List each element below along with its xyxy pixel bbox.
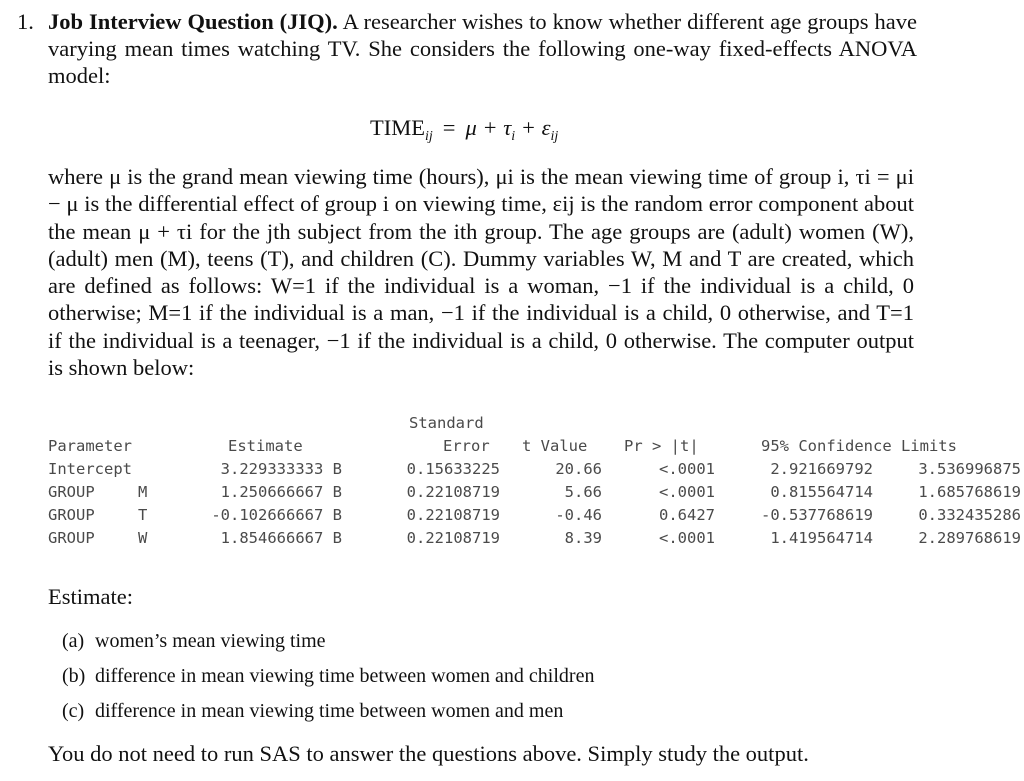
- equation-lhs-subscript: ij: [425, 129, 433, 144]
- model-description: [48, 163, 914, 381]
- part-label: (b): [62, 665, 86, 687]
- model-description-text: where μ is the grand mean viewing time (hours), μi is the mean viewing time of group i, τi = μi − μ is the differential effect of group i on viewing time, εij is the random error component about the mean μ + τi for the jth subject from the ith group. The age groups are (adult) women (W), (adult) men (M), teens (T), and children (C). Dummy variables W, M and T are created, which are defined as follows: W=1 if the individual is a woman, −1 if the individual is a child, 0 otherwise; M=1 if the individual is a man, −1 if the individual is a child, 0 otherwise, and T=1 if the individual is a teenager, −1 if the individual is a child, 0 otherwise. The computer output is shown below:: [48, 164, 914, 381]
- equation-lhs: TIME: [370, 115, 425, 140]
- cell-stderr: 0.15633225: [406, 460, 500, 478]
- col-header-confidence-limits: 95% Confidence Limits: [761, 437, 957, 455]
- part-label: (c): [62, 700, 85, 722]
- cell-upper-limit: 2.289768619: [918, 529, 1021, 547]
- estimate-heading: Estimate:: [48, 584, 133, 609]
- question-block: [17, 8, 917, 89]
- model-equation: [370, 115, 558, 145]
- col-header-error: Error: [443, 437, 490, 455]
- cell-t-value: -0.46: [555, 506, 602, 524]
- part-a: [62, 628, 594, 663]
- part-text: difference in mean viewing time between women and men: [95, 700, 564, 722]
- equation-rhs: μ + τ: [465, 115, 512, 140]
- col-header-estimate: Estimate: [228, 437, 303, 455]
- cell-upper-limit: 1.685768619: [918, 483, 1021, 501]
- cell-estimate: 3.229333333 B: [220, 460, 342, 478]
- cell-estimate: 1.250666667 B: [220, 483, 342, 501]
- cell-t-value: 5.66: [564, 483, 602, 501]
- cell-parameter: GROUP: [48, 529, 95, 547]
- cell-t-value: 20.66: [555, 460, 602, 478]
- cell-parameter: Intercept: [48, 460, 132, 478]
- cell-stderr: 0.22108719: [406, 506, 500, 524]
- question-intro-text: A researcher wishes to know whether different age groups have varying mean times watching TV. She considers the following one-way fixed-effects ANOVA model:: [48, 9, 917, 88]
- col-header-p-value: Pr > |t|: [624, 437, 699, 455]
- question-intro: [17, 8, 917, 89]
- equation-rhs-subscript-i: i: [511, 129, 516, 144]
- cell-parameter: GROUP: [48, 506, 95, 524]
- closing-note: You do not need to run SAS to answer the questions above. Simply study the output.: [48, 741, 809, 766]
- parts-list: [62, 628, 594, 733]
- cell-p-value: <.0001: [659, 529, 715, 547]
- cell-p-value: <.0001: [659, 460, 715, 478]
- part-b: [62, 663, 594, 698]
- part-text: difference in mean viewing time between women and children: [95, 665, 595, 687]
- cell-estimate: 1.854666667 B: [220, 529, 342, 547]
- part-label: (a): [62, 630, 85, 652]
- cell-upper-limit: 0.332435286: [918, 506, 1021, 524]
- cell-level: M: [138, 483, 148, 501]
- cell-lower-limit: 1.419564714: [770, 529, 873, 547]
- question-number: 1.: [17, 9, 34, 34]
- cell-lower-limit: 0.815564714: [770, 483, 873, 501]
- cell-level: T: [138, 506, 148, 524]
- question-title: Job Interview Question (JIQ).: [48, 9, 338, 34]
- cell-stderr: 0.22108719: [406, 529, 500, 547]
- equation-equals: =: [442, 115, 456, 140]
- part-c: [62, 698, 594, 733]
- cell-t-value: 8.39: [564, 529, 602, 547]
- cell-parameter: GROUP: [48, 483, 95, 501]
- col-header-parameter: Parameter: [48, 437, 132, 455]
- header-standard: Standard: [409, 414, 484, 432]
- cell-p-value: <.0001: [659, 483, 715, 501]
- cell-stderr: 0.22108719: [406, 483, 500, 501]
- part-text: women’s mean viewing time: [95, 630, 326, 652]
- equation-rhs-error: + ε: [520, 115, 551, 140]
- cell-lower-limit: 2.921669792: [770, 460, 873, 478]
- cell-estimate: -0.102666667 B: [211, 506, 342, 524]
- cell-level: W: [138, 529, 148, 547]
- cell-upper-limit: 3.536996875: [918, 460, 1021, 478]
- cell-p-value: 0.6427: [659, 506, 715, 524]
- col-header-t-value: t Value: [522, 437, 588, 455]
- cell-lower-limit: -0.537768619: [761, 506, 873, 524]
- equation-rhs-subscript-ij: ij: [550, 129, 559, 144]
